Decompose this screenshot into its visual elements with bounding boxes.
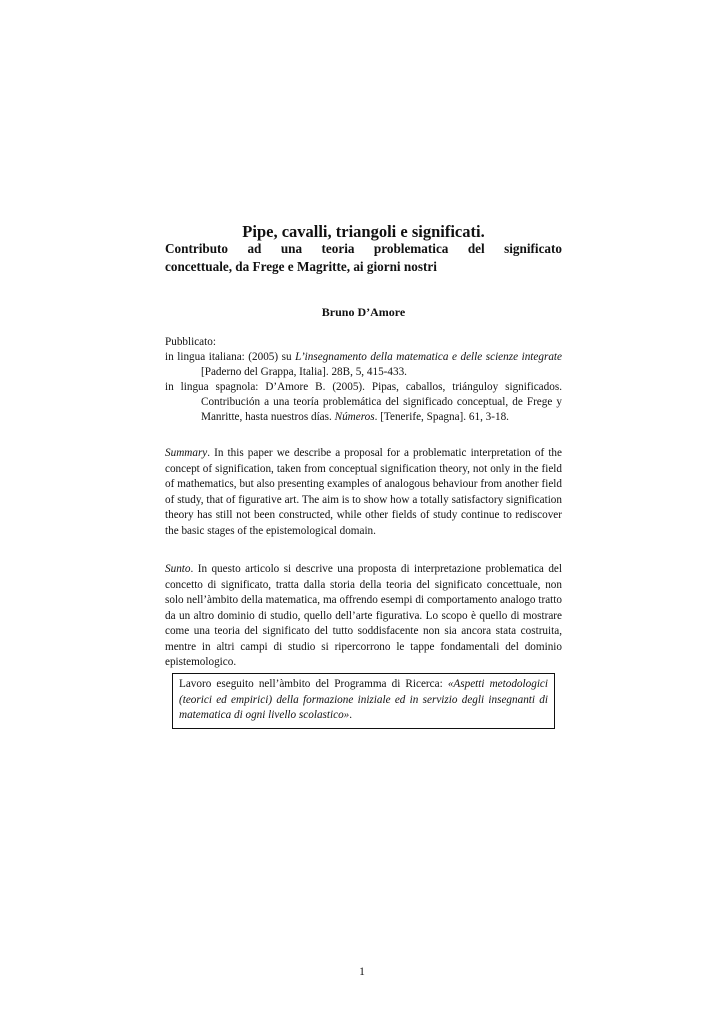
publication-spanish-journal: Números — [334, 411, 375, 423]
publication-info — [165, 335, 562, 425]
subtitle-line-1: Contributo ad una teoria problematica del significato — [165, 241, 562, 256]
publication-italian-suffix: [Paderno del Grappa, Italia]. 28B, 5, 415-433. — [201, 366, 407, 378]
research-note-suffix: . — [349, 709, 353, 721]
publication-italian — [165, 350, 562, 380]
subtitle-line-2: concettuale, da Frege e Magritte, ai giorni nostri — [165, 259, 437, 274]
page-number: 1 — [359, 966, 365, 978]
summary-text: . In this paper we describe a proposal for a problematic interpretation of the concept of signification, taken from conceptual signification theory, not only in the field of mathematics, but also presenting examples of analogous behaviour from another field of study, that of figurative art. The aim is to show how a totally satisfactory signification theory has still not been constructed, while other fields of study continue to rediscover the basic stages of the epistemological domain. — [165, 447, 562, 537]
sunto-text: . In questo articolo si descrive una proposta di interpretazione problematica del concetto di significato, tratta dalla storia della teoria del significato concettuale, non solo nell’àmbito della matematica, ma offrendo esempi di comportamento analogo tratto da un altro dominio di studio, quello dell’arte figurativa. Lo scopo è quello di mostrare come una teoria del significato del tutto soddisfacente non sia ancora stata costruita, mentre in altri campi di studio si ripercorrono le tappe fondamentali del dominio epistemologico. — [165, 563, 562, 668]
research-note-prefix: Lavoro eseguito nell’àmbito del Programma di Ricerca: — [179, 678, 448, 690]
research-note-program: «Aspetti metodologici (teorici ed empirici) della formazione iniziale ed in servizio degli insegnanti di matematica di ogni livello scolastico» — [179, 678, 549, 721]
publication-spanish — [165, 380, 562, 425]
paper-title: Pipe, cavalli, triangoli e significati. — [242, 222, 485, 241]
publication-heading: Pubblicato: — [165, 336, 216, 348]
sunto-label: Sunto — [165, 563, 191, 575]
sunto-paragraph — [165, 562, 562, 671]
research-note-box — [172, 673, 555, 729]
publication-italian-prefix: in lingua italiana: (2005) su — [165, 351, 296, 363]
publication-spanish-prefix: in lingua spagnola: D’Amore B. (2005). Pipas, caballos, triánguloy significados. Contribución a una teoría problemática del significado conceptual, de Frege y Manritte, hasta nuestros días. — [165, 381, 562, 423]
summary-paragraph — [165, 446, 562, 539]
publication-spanish-suffix: . [Tenerife, Spagna]. 61, 3-18. — [374, 411, 509, 423]
summary-label: Summary — [165, 447, 208, 459]
author-name: Bruno D’Amore — [321, 305, 406, 319]
paper-subtitle — [165, 240, 562, 276]
publication-italian-journal: L’insegnamento della matematica e delle scienze integrate — [295, 351, 562, 363]
